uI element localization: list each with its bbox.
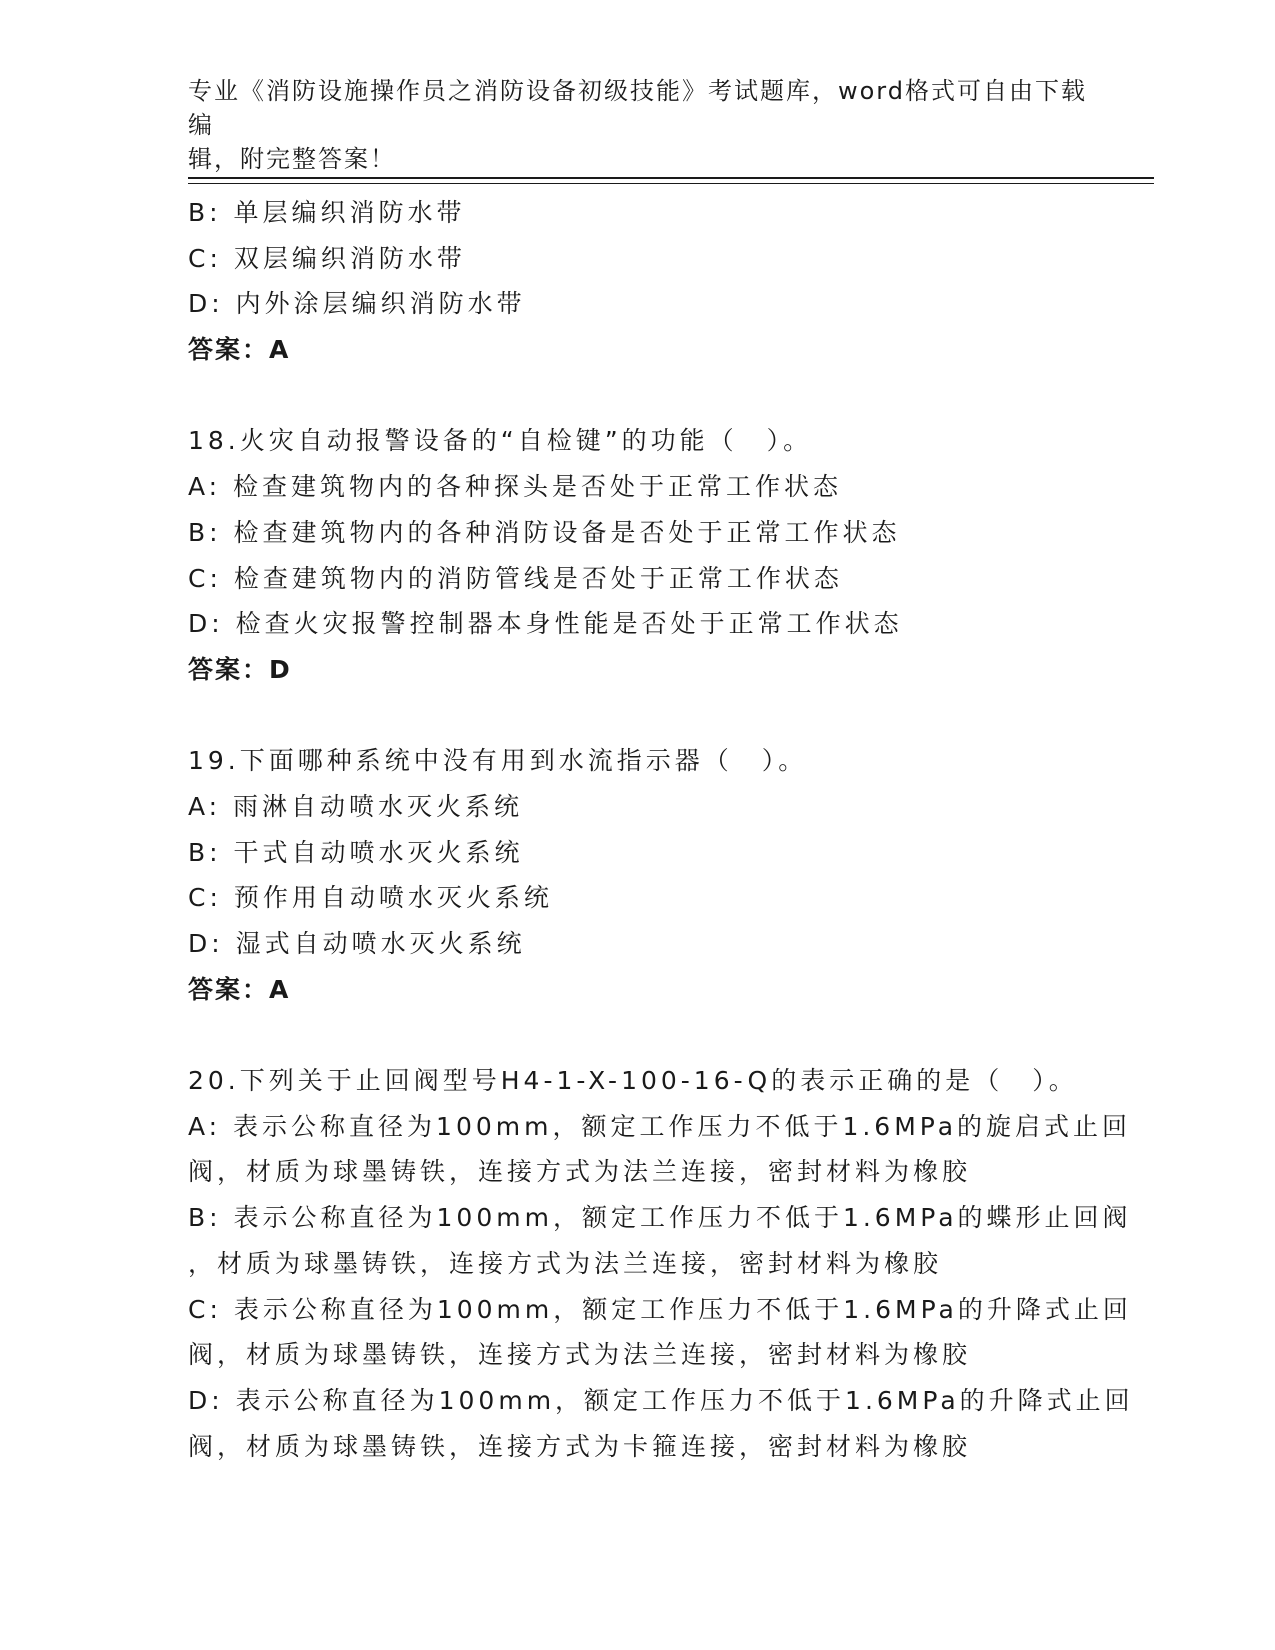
option-b-line-1: B: 表示公称直径为100mm，额定工作压力不低于1.6MPa的蝶形止回阀 — [188, 1203, 1132, 1233]
question-17-block — [188, 190, 1088, 373]
header-divider-thin — [188, 183, 1154, 184]
header-line-2: 辑，附完整答案！ — [188, 145, 396, 173]
spacer — [188, 1012, 1088, 1058]
option-a: A: 检查建筑物内的各种探头是否处于正常工作状态 — [188, 472, 843, 502]
question-19-text: 19.下面哪种系统中没有用到水流指示器（ ）。 — [188, 746, 808, 776]
option-a-line-1: A: 表示公称直径为100mm，额定工作压力不低于1.6MPa的旋启式止回 — [188, 1111, 1132, 1141]
header-divider-thick — [188, 177, 1154, 179]
document-header — [188, 74, 1088, 176]
option-c: C: 预作用自动喷水灭火系统 — [188, 883, 553, 913]
spacer — [188, 373, 1088, 419]
header-line-1: 专业《消防设施操作员之消防设备初级技能》考试题库，word格式可自由下载编 — [188, 77, 1087, 139]
option-c-line-2: 阀，材质为球墨铸铁，连接方式为法兰连接，密封材料为橡胶 — [188, 1340, 972, 1370]
option-c: C: 检查建筑物内的消防管线是否处于正常工作状态 — [188, 563, 843, 593]
answer-label: 答案：D — [188, 654, 292, 684]
question-18-text: 18.火灾自动报警设备的“自检键”的功能（ ）。 — [188, 426, 813, 456]
option-c-line-1: C: 表示公称直径为100mm，额定工作压力不低于1.6MPa的升降式止回 — [188, 1294, 1132, 1324]
option-d: D: 湿式自动喷水灭火系统 — [188, 929, 526, 958]
question-20-block — [188, 1058, 1134, 1469]
option-c: C: 双层编织消防水带 — [188, 243, 466, 273]
option-b: B: 检查建筑物内的各种消防设备是否处于正常工作状态 — [188, 517, 901, 547]
answer-label: 答案：A — [188, 335, 291, 365]
question-20-text: 20.下列关于止回阀型号H4-1-X-100-16-Q的表示正确的是（ ）。 — [188, 1066, 1078, 1096]
spacer — [188, 693, 1088, 739]
option-a-line-2: 阀，材质为球墨铸铁，连接方式为法兰连接，密封材料为橡胶 — [188, 1157, 972, 1187]
option-b: B: 干式自动喷水灭火系统 — [188, 837, 524, 867]
option-d-line-1: D: 表示公称直径为100mm，额定工作压力不低于1.6MPa的升降式止回 — [188, 1385, 1134, 1415]
question-content — [188, 190, 1134, 1469]
option-b-line-2: ，材质为球墨铸铁，连接方式为法兰连接，密封材料为橡胶 — [188, 1248, 943, 1278]
option-b: B: 单层编织消防水带 — [188, 198, 466, 227]
option-d: D: 内外涂层编织消防水带 — [188, 289, 526, 319]
option-a: A: 雨淋自动喷水灭火系统 — [188, 791, 524, 821]
option-d: D: 检查火灾报警控制器本身性能是否处于正常工作状态 — [188, 609, 903, 639]
answer-label: 答案：A — [188, 974, 291, 1004]
question-18-block — [188, 418, 1088, 692]
option-d-line-2: 阀，材质为球墨铸铁，连接方式为卡箍连接，密封材料为橡胶 — [188, 1431, 972, 1461]
question-19-block — [188, 738, 1088, 1012]
